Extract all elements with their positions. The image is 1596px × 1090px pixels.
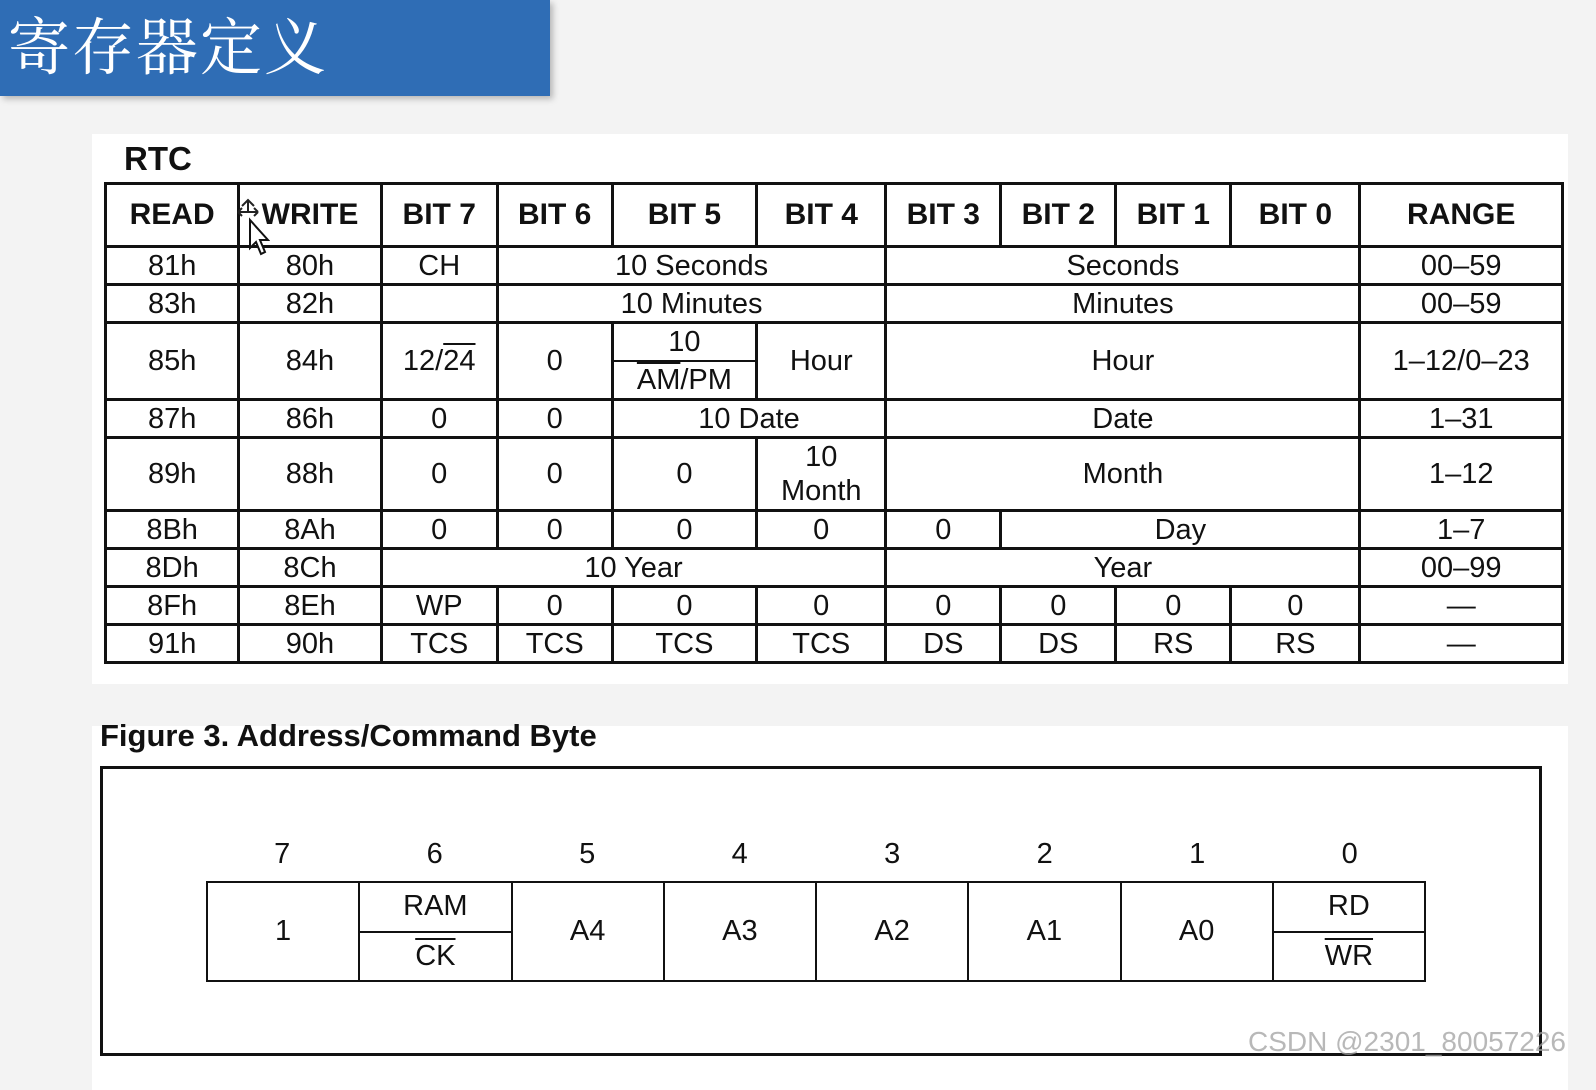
wr-overlined: $\overline{WR}$ <box>1324 939 1374 972</box>
header-bit1: BIT 1 <box>1116 184 1231 247</box>
cell-write: 82h <box>239 285 381 323</box>
table-row-date <box>106 400 1563 438</box>
cell-units: Minutes <box>886 285 1360 323</box>
ram-label: RAM <box>360 883 510 933</box>
cell-range: 00–99 <box>1360 549 1563 587</box>
cell-bit6: 0 <box>497 438 612 511</box>
cell-write: 84h <box>239 323 381 400</box>
header-bit6: BIT 6 <box>497 184 612 247</box>
cell-bit3: 0 <box>886 511 1001 549</box>
cell-units: Hour <box>886 323 1360 400</box>
header-write: WRITE <box>239 184 381 247</box>
hour-mode-24-overlined: 24 <box>443 345 476 377</box>
byte-cell-bit7: 1 <box>208 883 360 980</box>
cell-bit5: 0 <box>612 511 756 549</box>
cell-read: 91h <box>106 625 239 663</box>
cell-bit3: 0 <box>886 587 1001 625</box>
byte-cell-bit6 <box>360 883 512 980</box>
cell-bit5: TCS <box>612 625 756 663</box>
cell-write: 8Ah <box>239 511 381 549</box>
cell-range: 1–12/0–23 <box>1360 323 1563 400</box>
cell-bit5: 0 <box>612 438 756 511</box>
byte-cell-bit3: A2 <box>817 883 969 980</box>
byte-cell-bit0 <box>1274 883 1424 980</box>
cell-read: 87h <box>106 400 239 438</box>
cell-range: 00–59 <box>1360 285 1563 323</box>
cell-write: 8Eh <box>239 587 381 625</box>
cell-write: 80h <box>239 247 381 285</box>
cell-read: 83h <box>106 285 239 323</box>
cell-bit7: TCS <box>381 625 497 663</box>
cell-read: 8Dh <box>106 549 239 587</box>
cell-write: 8Ch <box>239 549 381 587</box>
bit-number: 5 <box>579 838 596 870</box>
header-read: READ <box>106 184 239 247</box>
cell-bit6: 0 <box>497 323 612 400</box>
cell-units: Year <box>886 549 1360 587</box>
cell-bit3: DS <box>886 625 1001 663</box>
cell-bit4: 0 <box>757 511 886 549</box>
cell-range: — <box>1360 587 1563 625</box>
cell-bit7: 0 <box>381 511 497 549</box>
cell-bit7: CH <box>381 247 497 285</box>
cell-bit6: 0 <box>497 511 612 549</box>
am-overlined: $\overline{AM}$ <box>636 364 681 396</box>
cell-bit7: 0 <box>381 438 497 511</box>
cell-bit7: 0 <box>381 400 497 438</box>
byte-cell-bit2: A1 <box>969 883 1121 980</box>
rtc-register-table <box>104 182 1564 664</box>
cell-read: 89h <box>106 438 239 511</box>
month-bit4-line2: Month <box>780 475 862 507</box>
cell-write: 86h <box>239 400 381 438</box>
cell-bit1: 0 <box>1116 587 1231 625</box>
cell-bit6: TCS <box>497 625 612 663</box>
cell-tens: 10 Minutes <box>497 285 886 323</box>
table-header-row <box>106 184 1563 247</box>
table-row-control <box>106 587 1563 625</box>
address-command-byte <box>206 881 1426 982</box>
cell-bit6: 0 <box>497 400 612 438</box>
header-bit5: BIT 5 <box>612 184 756 247</box>
bit-number: 2 <box>1036 838 1053 870</box>
cell-tens: 10 Year <box>381 549 886 587</box>
hour-mode-prefix: 12/ <box>402 345 444 377</box>
cell-bit1: RS <box>1116 625 1231 663</box>
cell-tens: 10 Date <box>612 400 886 438</box>
cell-read: 8Fh <box>106 587 239 625</box>
cell-units: Date <box>886 400 1360 438</box>
month-bit4-line1: 10 <box>805 441 838 473</box>
header-bit3: BIT 3 <box>886 184 1001 247</box>
cell-bit4: TCS <box>757 625 886 663</box>
table-row-charger <box>106 625 1563 663</box>
bit-number-row <box>206 838 1426 874</box>
figure-title: Figure 3. Address/Command Byte <box>100 718 597 753</box>
cell-range: — <box>1360 625 1563 663</box>
cell-bit7 <box>381 323 497 400</box>
header-range: RANGE <box>1360 184 1563 247</box>
wr-label <box>1274 933 1424 981</box>
table-row-year <box>106 549 1563 587</box>
cell-read: 81h <box>106 247 239 285</box>
cell-range: 1–31 <box>1360 400 1563 438</box>
header-bit7: BIT 7 <box>381 184 497 247</box>
rtc-label: RTC <box>124 140 192 177</box>
cell-bit0: 0 <box>1231 587 1360 625</box>
cell-range: 1–7 <box>1360 511 1563 549</box>
rd-label: RD <box>1274 883 1424 933</box>
header-bit2: BIT 2 <box>1001 184 1116 247</box>
watermark: CSDN @2301_80057226 <box>1248 1026 1566 1057</box>
hour-bit5-top: 10 <box>614 324 755 362</box>
table-row-month <box>106 438 1563 511</box>
byte-cell-bit4: A3 <box>665 883 817 980</box>
byte-cell-bit5: A4 <box>513 883 665 980</box>
cell-bit5: 0 <box>612 587 756 625</box>
bit-number: 4 <box>731 838 748 870</box>
ck-overlined: $\overline{CK}$ <box>415 939 456 972</box>
header-bit4: BIT 4 <box>757 184 886 247</box>
cell-bit6: 0 <box>497 587 612 625</box>
bit-number: 7 <box>274 838 291 870</box>
cell-units: Day <box>1001 511 1360 549</box>
mouse-cursor-icon <box>236 198 270 258</box>
cell-bit5 <box>612 323 756 400</box>
header-bit0: BIT 0 <box>1231 184 1360 247</box>
table-row-hour <box>106 323 1563 400</box>
bit-number: 1 <box>1189 838 1206 870</box>
ck-label <box>360 933 510 981</box>
cell-units: Seconds <box>886 247 1360 285</box>
cell-read: 85h <box>106 323 239 400</box>
cell-range: 00–59 <box>1360 247 1563 285</box>
table-row-seconds <box>106 247 1563 285</box>
table-row-day <box>106 511 1563 549</box>
pm-label: /PM <box>680 364 732 396</box>
cell-bit4: Hour <box>757 323 886 400</box>
cell-write: 88h <box>239 438 381 511</box>
cell-bit2: 0 <box>1001 587 1116 625</box>
cell-bit4 <box>757 438 886 511</box>
table-row-minutes <box>106 285 1563 323</box>
cell-bit2: DS <box>1001 625 1116 663</box>
slide-title: 寄存器定义 <box>0 0 550 96</box>
bit-number: 3 <box>884 838 901 870</box>
byte-cell-bit1: A0 <box>1122 883 1274 980</box>
cell-bit7 <box>381 285 497 323</box>
cell-write: 90h <box>239 625 381 663</box>
cell-units: Month <box>886 438 1360 511</box>
bit-number: 6 <box>426 838 443 870</box>
cell-bit0: RS <box>1231 625 1360 663</box>
cell-bit4: 0 <box>757 587 886 625</box>
bit-number: 0 <box>1341 838 1358 870</box>
hour-bit5-bottom <box>614 362 755 398</box>
cell-range: 1–12 <box>1360 438 1563 511</box>
cell-tens: 10 Seconds <box>497 247 886 285</box>
cell-bit7: WP <box>381 587 497 625</box>
cell-read: 8Bh <box>106 511 239 549</box>
